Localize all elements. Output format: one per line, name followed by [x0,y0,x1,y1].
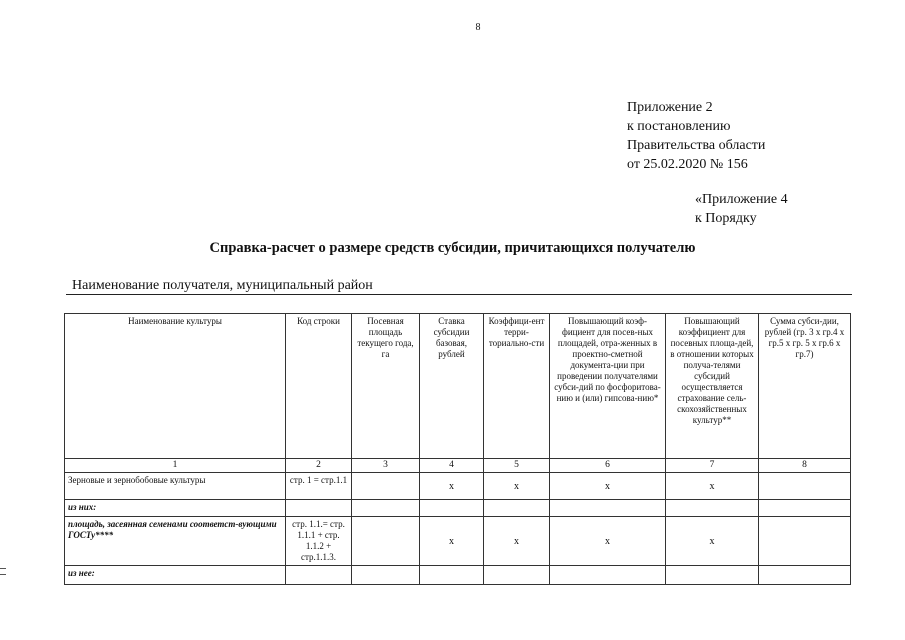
row-cell-mark: x [550,517,666,566]
appendix-quote-block [695,190,788,228]
column-number: 7 [666,459,759,473]
empty-cell [759,517,851,566]
empty-cell [759,500,851,517]
row-cell-mark: x [484,517,550,566]
appendix-quote-line: к Порядку [695,211,757,226]
calculation-table [64,313,851,585]
row-cell-mark: x [666,517,759,566]
empty-cell [420,566,484,585]
empty-cell [484,500,550,517]
column-number: 1 [65,459,286,473]
table-row [65,500,851,517]
table-header-row [65,314,851,459]
header-insurance-coefficient: Повышающий коэффициент для посевных площа-дей, в отношении которых получа-телями субсидий осуществляется страхование сель-скохозяйственных культур** [666,314,759,459]
row-cell-mark: x [550,473,666,500]
empty-cell [666,566,759,585]
row-cell-mark: x [420,517,484,566]
appendix-line: от 25.02.2020 № 156 [627,157,748,172]
appendix-line: Правительства области [627,138,766,153]
column-number: 6 [550,459,666,473]
empty-cell [286,500,352,517]
column-number-row [65,459,851,473]
empty-cell [352,500,420,517]
appendix-quote-line: «Приложение 4 [695,192,788,207]
recipient-label: Наименование получателя, муниципальный район [72,278,373,293]
table-row [65,566,851,585]
row-code: стр. 1 = стр.1.1 [286,473,352,500]
empty-cell [550,500,666,517]
appendix-block [627,98,765,174]
row-cell-mark: x [420,473,484,500]
row-sown-area-cell [352,473,420,500]
header-row-code: Код строки [286,314,352,459]
header-phosphorite-coefficient: Повышающий коэф-фициент для посев-ных площадей, отра-женных в проектно-сметной документа-ции при проведении получателями субси-дий по фосфоритова-нию и (или) гипсова-нию* [550,314,666,459]
scan-edge-mark [0,574,6,575]
recipient-underline [66,294,852,295]
header-sown-area: Посевная площадь текущего года, га [352,314,420,459]
empty-cell [550,566,666,585]
header-base-rate: Ставка субсидии базовая, рублей [420,314,484,459]
empty-cell [352,566,420,585]
row-sown-area-cell [352,517,420,566]
page-number: 8 [475,22,481,33]
scan-edge-mark [0,568,6,569]
header-culture-name: Наименование культуры [65,314,286,459]
empty-cell [420,500,484,517]
column-number: 5 [484,459,550,473]
column-number: 2 [286,459,352,473]
header-subsidy-amount: Сумма субси-дии, рублей (гр. 3 х гр.4 х гр.5 х гр. 5 х гр.6 х гр.7) [759,314,851,459]
row-culture-name: Зерновые и зернобобовые культуры [65,473,286,500]
row-code: стр. 1.1.= стр. 1.1.1 + стр. 1.1.2 + стр.1.1.3. [286,517,352,566]
row-subheading: из них: [65,500,286,517]
column-number: 8 [759,459,851,473]
table-row [65,517,851,566]
column-number: 4 [420,459,484,473]
appendix-line: Приложение 2 [627,100,713,115]
row-cell-mark [759,473,851,500]
document-title: Справка-расчет о размере средств субсидии, причитающихся получателю [209,240,696,256]
empty-cell [666,500,759,517]
header-territorial-coefficient: Коэффици-ент терри-ториально-сти [484,314,550,459]
row-subheading: из нее: [65,566,286,585]
empty-cell [759,566,851,585]
row-culture-name: площадь, засеянная семенами соответст-вующими ГОСТу**** [65,517,286,566]
column-number: 3 [352,459,420,473]
row-cell-mark: x [666,473,759,500]
appendix-line: к постановлению [627,119,731,134]
table-row [65,473,851,500]
empty-cell [484,566,550,585]
row-cell-mark: x [484,473,550,500]
empty-cell [286,566,352,585]
